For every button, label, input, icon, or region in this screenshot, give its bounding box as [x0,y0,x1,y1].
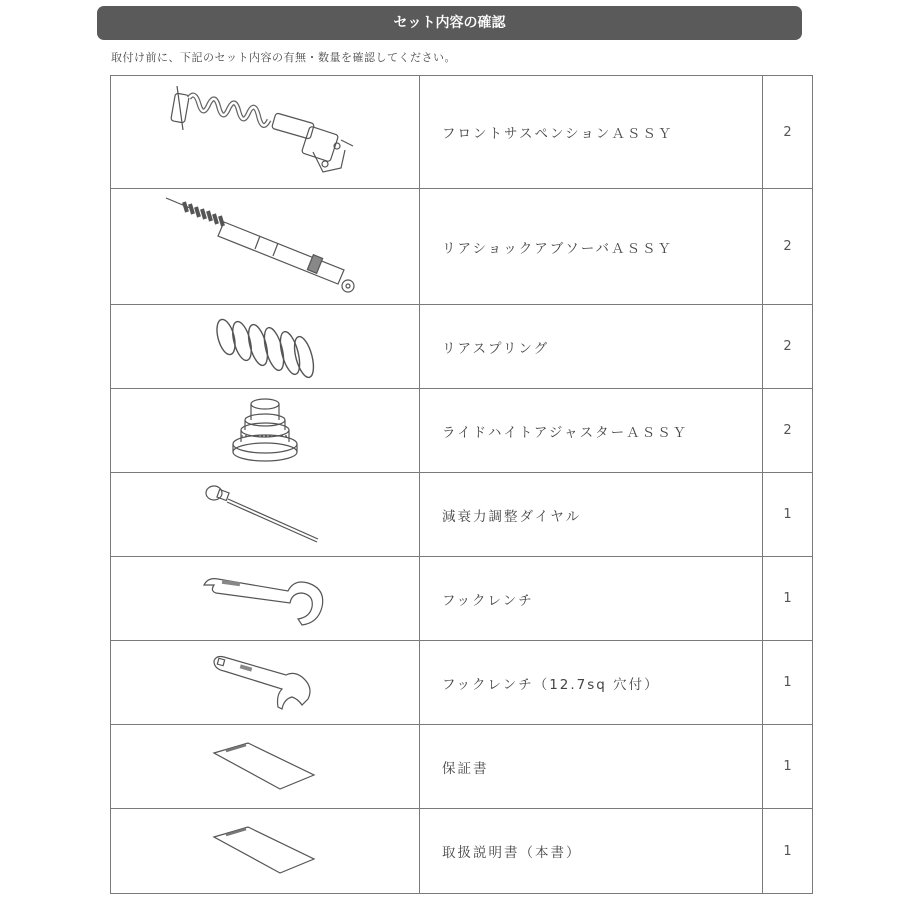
item-name: 取扱説明書（本書） [420,809,763,894]
table-row [111,189,813,305]
item-image-cell [111,641,420,725]
item-name: リアスプリング [420,305,763,389]
hook-wrench-icon [200,567,330,631]
item-image-cell [111,725,420,809]
table-row [111,557,813,641]
item-name: ライドハイトアジャスターＡＳＳＹ [420,389,763,473]
item-quantity: 1 [763,557,813,641]
contents-table [110,75,813,894]
item-name: フロントサスペンションＡＳＳＹ [420,76,763,189]
table-row [111,76,813,189]
front-suspension-icon [165,80,365,185]
table-row [111,389,813,473]
rear-shock-absorber-icon [160,192,370,302]
item-image-cell [111,809,420,894]
item-name: フックレンチ [420,557,763,641]
section-header: セット内容の確認 [97,6,802,40]
table-row [111,641,813,725]
item-quantity: 1 [763,809,813,894]
item-name: フックレンチ（12.7sq 穴付） [420,641,763,725]
warranty-card-icon [210,739,320,795]
item-quantity: 1 [763,473,813,557]
rear-spring-icon [210,311,320,383]
item-image-cell [111,389,420,473]
instruction-manual-icon [210,823,320,879]
table-row [111,809,813,894]
item-image-cell [111,557,420,641]
item-image-cell [111,473,420,557]
item-image-cell [111,76,420,189]
intro-text: 取付け前に、下記のセット内容の有無・数量を確認してください。 [111,51,456,64]
table-row [111,473,813,557]
ride-height-adjuster-icon [225,394,305,468]
item-quantity: 2 [763,189,813,305]
table-row [111,725,813,809]
item-image-cell [111,305,420,389]
item-name: 保証書 [420,725,763,809]
item-quantity: 2 [763,76,813,189]
damping-dial-icon [200,483,330,547]
item-name: リアショックアブソーバＡＳＳＹ [420,189,763,305]
item-name: 減衰力調整ダイヤル [420,473,763,557]
table-row [111,305,813,389]
item-quantity: 2 [763,389,813,473]
item-image-cell [111,189,420,305]
item-quantity: 1 [763,641,813,725]
item-quantity: 1 [763,725,813,809]
hook-wrench-with-hole-icon [210,653,320,713]
item-quantity: 2 [763,305,813,389]
